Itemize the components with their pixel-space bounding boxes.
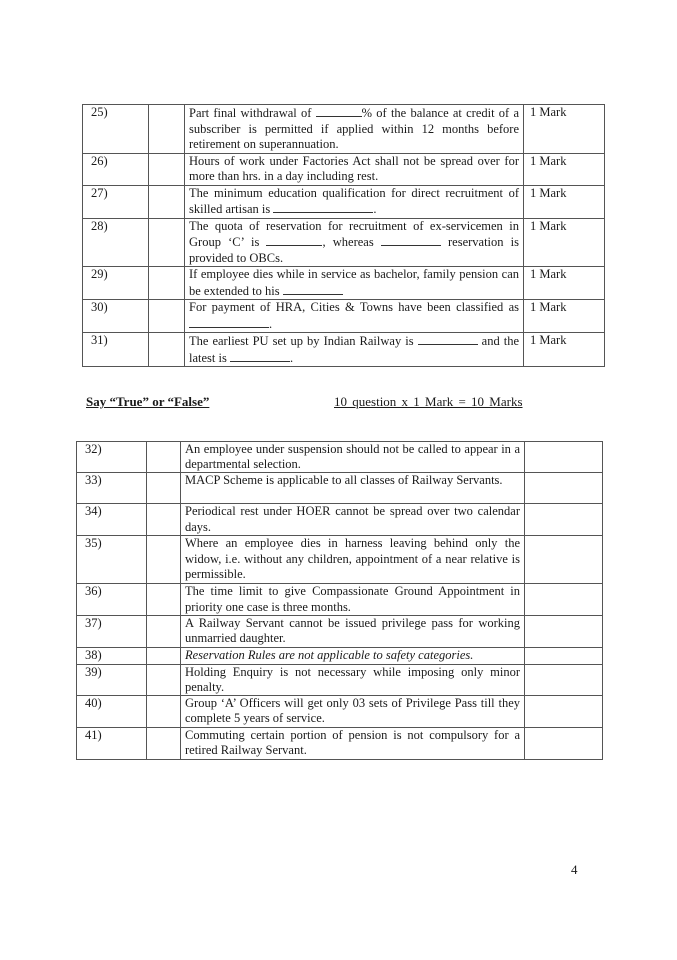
blank-cell bbox=[147, 504, 181, 536]
question-text: Periodical rest under HOER cannot be spread over two calendar days. bbox=[181, 504, 525, 536]
answer-blank bbox=[273, 201, 373, 213]
blank-cell bbox=[149, 300, 185, 333]
table-row bbox=[83, 218, 605, 267]
question-number: 27) bbox=[83, 185, 149, 218]
question-text: The minimum education qualification for direct recruitment of skilled artisan is . bbox=[185, 185, 524, 218]
question-mark: 1 Mark bbox=[524, 333, 605, 367]
blank-cell bbox=[147, 584, 181, 615]
answer-cell bbox=[525, 615, 603, 647]
question-text: Hours of work under Factories Act shall not be spread over for more than hrs. in a day including rest. bbox=[185, 153, 524, 185]
table-row bbox=[77, 536, 603, 584]
question-number: 38) bbox=[77, 647, 147, 664]
table-row bbox=[77, 696, 603, 728]
blank-cell bbox=[147, 615, 181, 647]
question-mark: 1 Mark bbox=[524, 105, 605, 154]
table-row bbox=[77, 664, 603, 695]
answer-cell bbox=[525, 728, 603, 760]
answer-cell bbox=[525, 536, 603, 584]
answer-cell bbox=[525, 647, 603, 664]
question-text: Where an employee dies in harness leaving behind only the widow, i.e. without any children, appointment of a near relative is permissible. bbox=[181, 536, 525, 584]
page-number: 4 bbox=[571, 862, 578, 877]
table-row bbox=[77, 504, 603, 536]
table-row bbox=[83, 300, 605, 333]
question-text: An employee under suspension should not be called to appear in a departmental selection. bbox=[181, 442, 525, 473]
question-number: 30) bbox=[83, 300, 149, 333]
question-mark: 1 Mark bbox=[524, 153, 605, 185]
section-heading: Say “True” or “False” bbox=[86, 394, 210, 409]
question-mark: 1 Mark bbox=[524, 218, 605, 267]
question-number: 34) bbox=[77, 504, 147, 536]
question-number: 31) bbox=[83, 333, 149, 367]
blank-cell bbox=[149, 185, 185, 218]
question-number: 35) bbox=[77, 536, 147, 584]
table-row bbox=[77, 728, 603, 760]
table-row bbox=[77, 473, 603, 504]
question-text: MACP Scheme is applicable to all classes of Railway Servants. bbox=[181, 473, 525, 504]
question-text: Holding Enquiry is not necessary while imposing only minor penalty. bbox=[181, 664, 525, 695]
answer-blank bbox=[418, 333, 478, 345]
answer-cell bbox=[525, 504, 603, 536]
answer-blank bbox=[316, 105, 362, 117]
question-text: A Railway Servant cannot be issued privilege pass for working unmarried daughter. bbox=[181, 615, 525, 647]
blank-cell bbox=[147, 696, 181, 728]
question-number: 40) bbox=[77, 696, 147, 728]
blank-cell bbox=[147, 647, 181, 664]
table-row bbox=[83, 333, 605, 367]
blank-cell bbox=[149, 333, 185, 367]
question-text: Reservation Rules are not applicable to safety categories. bbox=[181, 647, 525, 664]
table-row bbox=[77, 647, 603, 664]
true-false-table bbox=[76, 441, 603, 760]
answer-cell bbox=[525, 664, 603, 695]
answer-blank bbox=[266, 234, 322, 246]
question-number: 41) bbox=[77, 728, 147, 760]
question-mark: 1 Mark bbox=[524, 185, 605, 218]
answer-blank bbox=[381, 234, 441, 246]
answer-blank bbox=[230, 350, 290, 362]
question-text: The earliest PU set up by Indian Railway is and the latest is . bbox=[185, 333, 524, 367]
question-mark: 1 Mark bbox=[524, 300, 605, 333]
blank-cell bbox=[147, 536, 181, 584]
question-number: 28) bbox=[83, 218, 149, 267]
question-text: The quota of reservation for recruitment of ex-servicemen in Group ‘C’ is , whereas reservation is provided to OBCs. bbox=[185, 218, 524, 267]
table-row bbox=[77, 584, 603, 615]
question-number: 25) bbox=[83, 105, 149, 154]
question-text: Commuting certain portion of pension is not compulsory for a retired Railway Servant. bbox=[181, 728, 525, 760]
blank-cell bbox=[149, 267, 185, 300]
answer-cell bbox=[525, 442, 603, 473]
blank-cell bbox=[147, 473, 181, 504]
question-number: 36) bbox=[77, 584, 147, 615]
table-row bbox=[83, 153, 605, 185]
question-text: If employee dies while in service as bachelor, family pension can be extended to his bbox=[185, 267, 524, 300]
question-text: Part final withdrawal of % of the balance at credit of a subscriber is permitted if applied within 12 months before retirement on superannuation. bbox=[185, 105, 524, 154]
table-row bbox=[83, 267, 605, 300]
blank-cell bbox=[149, 218, 185, 267]
answer-blank bbox=[283, 283, 343, 295]
blank-cell bbox=[147, 728, 181, 760]
blank-cell bbox=[147, 664, 181, 695]
section-scoring: 10 question x 1 Mark = 10 Marks bbox=[334, 394, 523, 409]
question-number: 37) bbox=[77, 615, 147, 647]
answer-blank bbox=[189, 316, 269, 328]
answer-cell bbox=[525, 696, 603, 728]
blank-cell bbox=[149, 153, 185, 185]
fill-in-blanks-table bbox=[82, 104, 605, 367]
question-mark: 1 Mark bbox=[524, 267, 605, 300]
question-number: 33) bbox=[77, 473, 147, 504]
question-number: 39) bbox=[77, 664, 147, 695]
table-row bbox=[83, 105, 605, 154]
question-text: Group ‘A’ Officers will get only 03 sets of Privilege Pass till they complete 5 years of service. bbox=[181, 696, 525, 728]
question-number: 26) bbox=[83, 153, 149, 185]
table-row bbox=[77, 442, 603, 473]
answer-cell bbox=[525, 473, 603, 504]
question-text: For payment of HRA, Cities & Towns have been classified as . bbox=[185, 300, 524, 333]
blank-cell bbox=[147, 442, 181, 473]
question-text: The time limit to give Compassionate Ground Appointment in priority one case is three months. bbox=[181, 584, 525, 615]
answer-cell bbox=[525, 584, 603, 615]
question-number: 32) bbox=[77, 442, 147, 473]
table-row bbox=[77, 615, 603, 647]
table-row bbox=[83, 185, 605, 218]
question-number: 29) bbox=[83, 267, 149, 300]
blank-cell bbox=[149, 105, 185, 154]
